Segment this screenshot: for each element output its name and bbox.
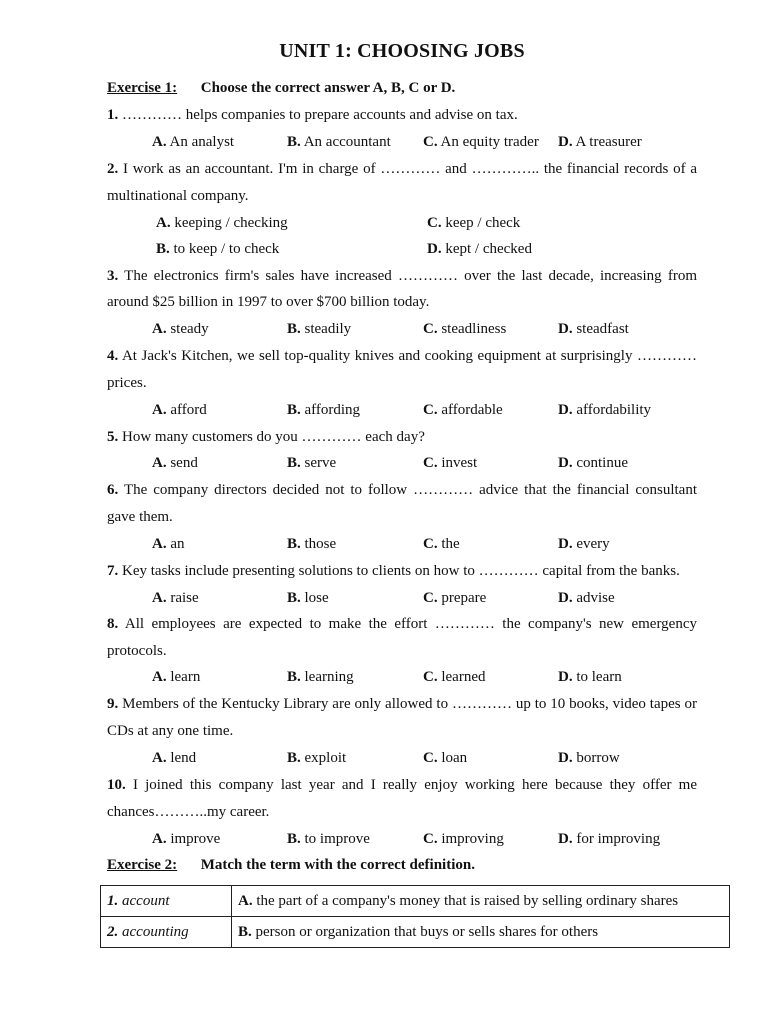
option-d[interactable]: D. to learn bbox=[558, 669, 622, 685]
question-4-text-cont: prices. bbox=[107, 375, 147, 391]
question-line: I work as an accountant. I'm in charge of ………… and ………….. the financial records of a bbox=[123, 161, 698, 177]
question-line: How many customers do you ………… each day? bbox=[122, 429, 425, 445]
option-d[interactable]: D. for improving bbox=[558, 831, 661, 847]
exercise1-label: Exercise 1: bbox=[107, 80, 178, 96]
option-c[interactable]: C. prepare bbox=[423, 590, 487, 606]
exercise1-heading bbox=[107, 78, 697, 98]
term-cell: 1. account bbox=[101, 886, 232, 917]
question-9-options bbox=[0, 748, 768, 768]
option-a[interactable]: A. an bbox=[152, 536, 185, 552]
question-9-text bbox=[107, 694, 697, 714]
question-line: ………… helps companies to prepare accounts and advise on tax. bbox=[122, 107, 518, 123]
question-number: 5. bbox=[107, 429, 119, 445]
option-a[interactable]: A. An analyst bbox=[152, 134, 235, 150]
question-2-text-cont: multinational company. bbox=[107, 188, 249, 204]
option-c[interactable]: C. the bbox=[423, 536, 460, 552]
option-a[interactable]: A. learn bbox=[152, 669, 201, 685]
option-b[interactable]: B. affording bbox=[287, 402, 361, 418]
option-c[interactable]: C. learned bbox=[423, 669, 486, 685]
question-number: 4. bbox=[107, 348, 119, 364]
question-8-options bbox=[0, 667, 768, 687]
option-a[interactable]: A. improve bbox=[152, 831, 221, 847]
option-d[interactable]: D. every bbox=[558, 536, 610, 552]
term-cell: 2. accounting bbox=[101, 917, 232, 948]
option-d[interactable]: D. kept / checked bbox=[427, 241, 532, 257]
option-c[interactable]: C. improving bbox=[423, 831, 504, 847]
option-b[interactable]: B. learning bbox=[287, 669, 354, 685]
question-number: 2. bbox=[107, 161, 119, 177]
table-row bbox=[101, 886, 730, 917]
page-title: UNIT 1: CHOOSING JOBS bbox=[279, 40, 525, 62]
question-4-text bbox=[107, 346, 697, 366]
question-10-text bbox=[107, 775, 697, 795]
matching-table bbox=[100, 885, 730, 948]
question-7-text bbox=[107, 561, 697, 581]
question-3-options bbox=[0, 319, 768, 339]
option-b[interactable]: B. steadily bbox=[287, 321, 352, 337]
question-2-options-row2 bbox=[0, 239, 768, 259]
question-number: 7. bbox=[107, 563, 119, 579]
question-number: 1. bbox=[107, 107, 119, 123]
question-8-text-cont: protocols. bbox=[107, 643, 167, 659]
question-6-text bbox=[107, 480, 697, 500]
option-c[interactable]: C. loan bbox=[423, 750, 468, 766]
question-6-options bbox=[0, 534, 768, 554]
question-7-options bbox=[0, 588, 768, 608]
question-9-text-cont: CDs at any one time. bbox=[107, 723, 234, 739]
option-d[interactable]: D. borrow bbox=[558, 750, 620, 766]
option-c[interactable]: C. invest bbox=[423, 455, 478, 471]
question-line: All employees are expected to make the effort ………… the company's new emergency bbox=[124, 616, 697, 632]
option-a[interactable]: A. afford bbox=[152, 402, 207, 418]
option-d[interactable]: D. advise bbox=[558, 590, 615, 606]
option-b[interactable]: B. those bbox=[287, 536, 337, 552]
question-number: 10. bbox=[107, 777, 126, 793]
question-number: 9. bbox=[107, 696, 119, 712]
question-1-options bbox=[0, 132, 768, 152]
question-2-options-row1 bbox=[0, 213, 768, 233]
question-line: At Jack's Kitchen, we sell top-quality knives and cooking equipment at surprisingly ………… bbox=[121, 348, 697, 364]
question-3-text-cont: around $25 billion in 1997 to over $700 billion today. bbox=[107, 294, 430, 310]
option-c[interactable]: C. keep / check bbox=[427, 215, 521, 231]
table-row bbox=[101, 917, 730, 948]
question-10-text-cont: chances………..my career. bbox=[107, 804, 270, 820]
option-d[interactable]: D. A treasurer bbox=[558, 134, 642, 150]
question-number: 8. bbox=[107, 616, 119, 632]
option-a[interactable]: A. send bbox=[152, 455, 198, 471]
definition-cell: A. the part of a company's money that is raised by selling ordinary shares bbox=[232, 886, 730, 917]
question-6-text-cont: gave them. bbox=[107, 509, 173, 525]
option-c[interactable]: C. An equity trader bbox=[423, 134, 539, 150]
option-b[interactable]: B. An accountant bbox=[287, 134, 391, 150]
question-5-text bbox=[107, 427, 697, 447]
question-2-text bbox=[107, 159, 697, 179]
question-8-text bbox=[107, 614, 697, 634]
question-3-text bbox=[107, 266, 697, 286]
question-5-options bbox=[0, 453, 768, 473]
exercise2-label: Exercise 2: bbox=[107, 857, 178, 873]
question-line: The company directors decided not to follow ………… advice that the financial consultant bbox=[123, 482, 697, 498]
option-b[interactable]: B. exploit bbox=[287, 750, 347, 766]
option-a[interactable]: A. raise bbox=[152, 590, 199, 606]
option-b[interactable]: B. serve bbox=[287, 455, 337, 471]
question-4-options bbox=[0, 400, 768, 420]
option-d[interactable]: D. steadfast bbox=[558, 321, 629, 337]
option-b[interactable]: B. lose bbox=[287, 590, 329, 606]
definition-cell: B. person or organization that buys or sells shares for others bbox=[232, 917, 730, 948]
option-a[interactable]: A. steady bbox=[152, 321, 209, 337]
option-b[interactable]: B. to keep / to check bbox=[156, 241, 280, 257]
option-a[interactable]: A. keeping / checking bbox=[156, 215, 288, 231]
question-line: Key tasks include presenting solutions to clients on how to ………… capital from the banks. bbox=[122, 563, 680, 579]
question-10-options bbox=[0, 829, 768, 849]
question-number: 3. bbox=[107, 268, 119, 284]
option-b[interactable]: B. to improve bbox=[287, 831, 370, 847]
question-line: Members of the Kentucky Library are only allowed to ………… up to 10 books, video tapes or bbox=[122, 696, 698, 712]
question-1-text bbox=[107, 105, 697, 125]
question-line: The electronics firm's sales have increased ………… over the last decade, increasing from bbox=[124, 268, 697, 284]
option-d[interactable]: D. continue bbox=[558, 455, 628, 471]
exercise2-instruction: Match the term with the correct definition. bbox=[200, 857, 475, 873]
question-line: I joined this company last year and I really enjoy working here because they offer me bbox=[132, 777, 697, 793]
option-c[interactable]: C. steadliness bbox=[423, 321, 507, 337]
question-number: 6. bbox=[107, 482, 119, 498]
exercise1-instruction: Choose the correct answer A, B, C or D. bbox=[200, 80, 456, 96]
exercise2-heading bbox=[107, 855, 697, 875]
option-d[interactable]: D. affordability bbox=[558, 402, 652, 418]
option-a[interactable]: A. lend bbox=[152, 750, 197, 766]
option-c[interactable]: C. affordable bbox=[423, 402, 503, 418]
